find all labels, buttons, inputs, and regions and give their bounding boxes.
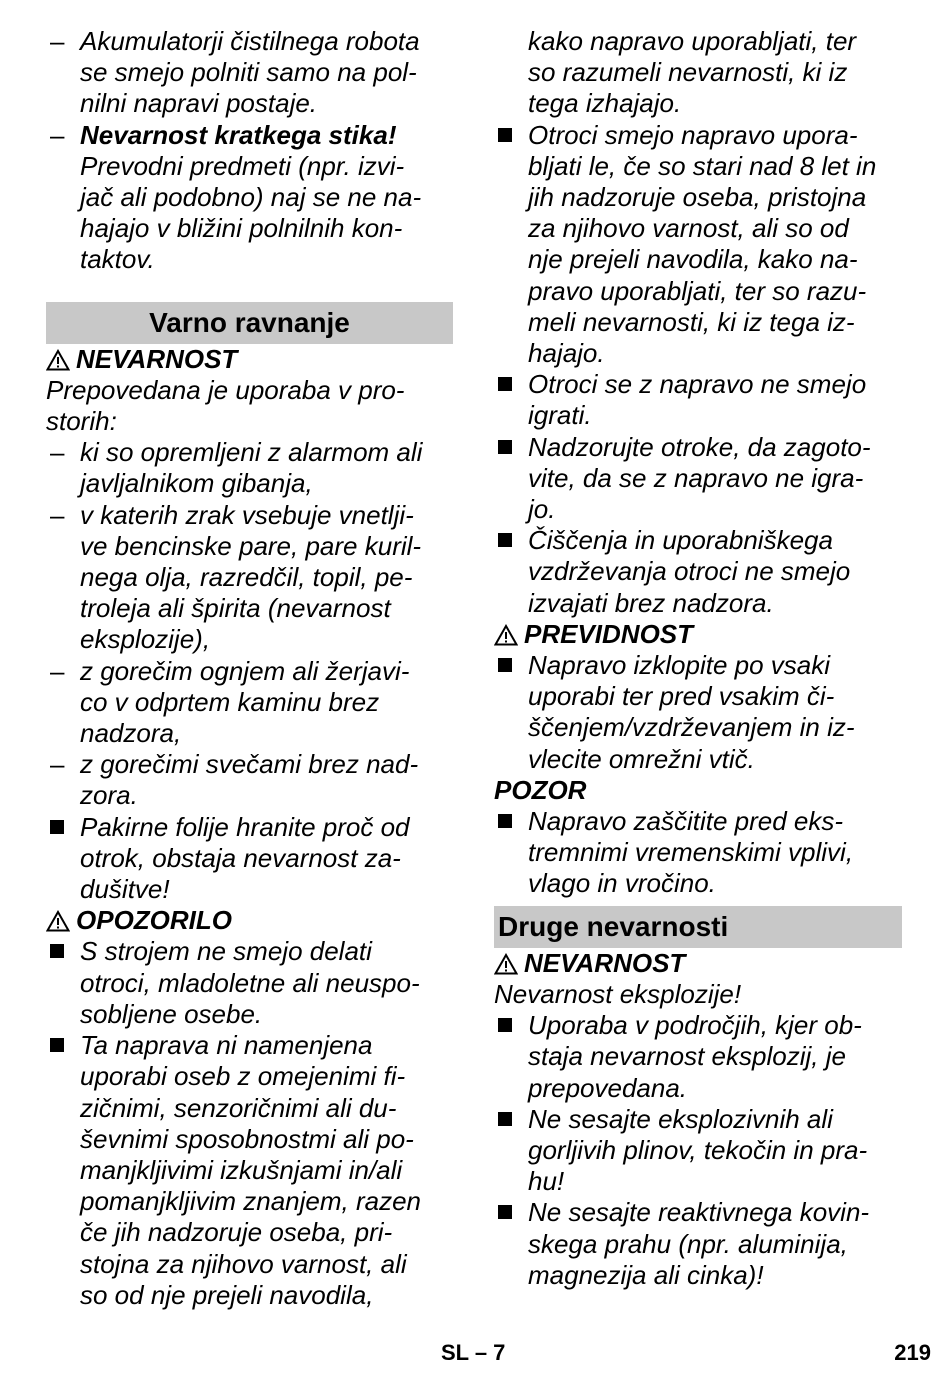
text-line: nadzora, [80,718,182,749]
text-line: vite, da se z napravo ne igra- [528,462,864,493]
text-line: so od nje prejeli navodila, [80,1279,374,1310]
text-line: ševnimi sposobnostmi ali po- [80,1123,414,1154]
warning-triangle-icon [494,624,518,646]
text-line: Otroci se z napravo ne smejo [528,369,867,400]
text-line: meli nevarnosti, ki iz tega iz- [528,306,855,337]
section-heading-druge-nevarnosti: Druge nevarnosti [494,906,902,948]
dash-marker: – [50,26,65,56]
text-line: jač ali podobno) naj se ne na- [80,182,422,213]
text-line: co v odprtem kaminu brez [80,686,380,717]
bullet-item [494,1197,902,1291]
text-line: hajajo. [528,338,605,369]
square-bullet [498,440,512,454]
bullet-item [494,120,902,370]
text-line: staja nevarnost eksplozij, je [528,1041,846,1072]
text-line: vlecite omrežni vtič. [528,743,755,774]
square-bullet [498,128,512,142]
text-line: stojna za njihovo varnost, ali [80,1248,407,1279]
text-line: Akumulatorji čistilnega robota [80,26,420,56]
text-line: Napravo zaščitite pred eks- [528,806,844,837]
bullet-item [494,1104,902,1198]
text-line: ščenjem/vzdrževanjem in iz- [528,712,855,743]
dash-marker: – [50,119,65,150]
text-line: Pakirne folije hranite proč od [80,811,410,842]
bullet-item [494,806,902,900]
text-line: v katerih zrak vsebuje vnetlji- [80,499,414,530]
text-line: izvajati brez nadzora. [528,587,774,618]
text-line: otroci, mladoletne ali neuspo- [80,967,420,998]
text-line: magnezija ali cinka)! [528,1259,764,1290]
square-bullet [498,377,512,391]
text-line: hu! [528,1166,565,1197]
text-line: Nadzorujte otroke, da zagoto- [528,431,871,462]
text-line: nje prejeli navodila, kako na- [528,244,858,275]
text-line: taktov. [80,244,155,275]
attention-label: POZOR [494,774,587,805]
text-line: če jih nadzoruje oseba, pri- [80,1217,393,1248]
explosion-intro: Nevarnost eksplozije! [494,978,742,1009]
list-item [46,437,453,499]
text-line: za njihovo varnost, ali so od [528,213,849,244]
text-line: z gorečimi svečami brez nad- [80,749,419,780]
text-line: zora. [80,780,138,811]
text-line: se smejo polniti samo na pol- [80,57,417,88]
text-line: igrati. [528,400,592,431]
dash-marker: – [50,437,65,468]
text-line: gorljivih plinov, tekočin in pra- [528,1134,868,1165]
text-line: jih nadzoruje oseba, pristojna [528,182,867,213]
continued-text [494,26,902,120]
right-column [494,26,902,1291]
text-line: Uporaba v področjih, kjer ob- [528,1010,862,1041]
short-circuit-warning: Nevarnost kratkega stika! [80,119,397,150]
square-bullet [50,820,64,834]
text-line: pomanjkljivim znanjem, razen [80,1186,422,1217]
bullet-item [46,936,453,1030]
left-column [46,26,453,1311]
text-line: ve bencinske pare, pare kuril- [80,530,422,561]
text-line: ki so opremljeni z alarmom ali [80,437,423,468]
danger-heading [494,948,902,979]
square-bullet [498,533,512,547]
text-line: manjkljivimi izkušnjami in/ali [80,1154,403,1185]
danger-label: NEVARNOST [524,947,686,978]
attention-heading [494,775,902,806]
list-item [46,749,453,811]
text-line: Čiščenja in uporabniškega [528,525,833,556]
list-item [46,26,453,120]
warning-heading [46,905,453,936]
text-line: storih: [46,406,117,437]
text-line: z gorečim ognjem ali žerjavi- [80,655,410,686]
page-number: 219 [894,1340,931,1365]
square-bullet [498,1112,512,1126]
text-line: zičnimi, senzoričnimi ali du- [80,1092,397,1123]
dash-marker: – [50,499,65,530]
text-line: skega prahu (npr. aluminija, [528,1228,848,1259]
text-line: hajajo v bližini polnilnih kon- [80,213,403,244]
bullet-item [494,650,902,775]
dash-marker: – [50,655,65,686]
warning-label: OPOZORILO [76,905,232,936]
bullet-item [46,1030,453,1311]
bullet-item [46,812,453,906]
text-line: otrok, obstaja nevarnost za- [80,842,401,873]
text-line: uporabi oseb z omejenimi fi- [80,1061,406,1092]
bullet-item [494,1010,902,1104]
caution-label: PREVIDNOST [524,618,694,649]
text-line: pravo uporabljati, ter so razu- [528,275,867,306]
text-line: nilni napravi postaje. [80,88,318,119]
dash-marker: – [50,749,65,780]
list-item [46,656,453,750]
footer-section-label: SL – 7 [441,1340,506,1365]
warning-triangle-icon [494,953,518,975]
text-line: Prevodni predmeti (npr. izvi- [80,150,405,181]
text-line: troleja ali špirita (nevarnost [80,593,391,624]
text-line: eksplozije), [80,624,211,655]
square-bullet [498,1018,512,1032]
text-line: kako napravo uporabljati, ter [528,26,857,56]
text-line: Otroci smejo napravo upora- [528,119,858,150]
warning-triangle-icon [46,349,70,371]
caution-heading [494,619,902,650]
text-line: nega olja, razredčil, topil, pe- [80,562,413,593]
bullet-item [494,525,902,619]
text-line: S strojem ne smejo delati [80,936,372,967]
square-bullet [50,944,64,958]
danger-intro [46,375,453,437]
square-bullet [498,658,512,672]
text-line: Ne sesajte eksplozivnih ali [528,1103,833,1134]
text-line: uporabi ter pred vsakim či- [528,681,835,712]
text-line: bljati le, če so stari nad 8 let in [528,150,877,181]
text-line: Ta naprava ni namenjena [80,1030,373,1061]
danger-label: NEVARNOST [76,343,238,374]
text-line: vzdrževanja otroci ne smejo [528,556,851,587]
section-heading-varno-ravnanje: Varno ravnanje [46,302,453,344]
text-line: so razumeli nevarnosti, ki iz [528,57,848,88]
text-line: tremnimi vremenskimi vplivi, [528,837,854,868]
warning-triangle-icon [46,910,70,932]
text-line: Ne sesajte reaktivnega kovin- [528,1197,870,1228]
square-bullet [498,814,512,828]
text-line: vlago in vročino. [528,868,716,899]
danger-heading [46,344,453,375]
square-bullet [498,1205,512,1219]
bullet-item [494,432,902,526]
square-bullet [50,1038,64,1052]
text-line: javljalnikom gibanja, [80,468,313,499]
text-line: Napravo izklopite po vsaki [528,650,831,681]
list-item [46,120,453,276]
text-line: jo. [528,494,556,525]
list-item [46,500,453,656]
text-line: tega izhajajo. [528,88,682,119]
text-line: dušitve! [80,874,170,905]
text-line: Prepovedana je uporaba v pro- [46,374,405,405]
text-line: prepovedana. [528,1072,688,1103]
bullet-item [494,369,902,431]
text-line: sobljene osebe. [80,998,263,1029]
